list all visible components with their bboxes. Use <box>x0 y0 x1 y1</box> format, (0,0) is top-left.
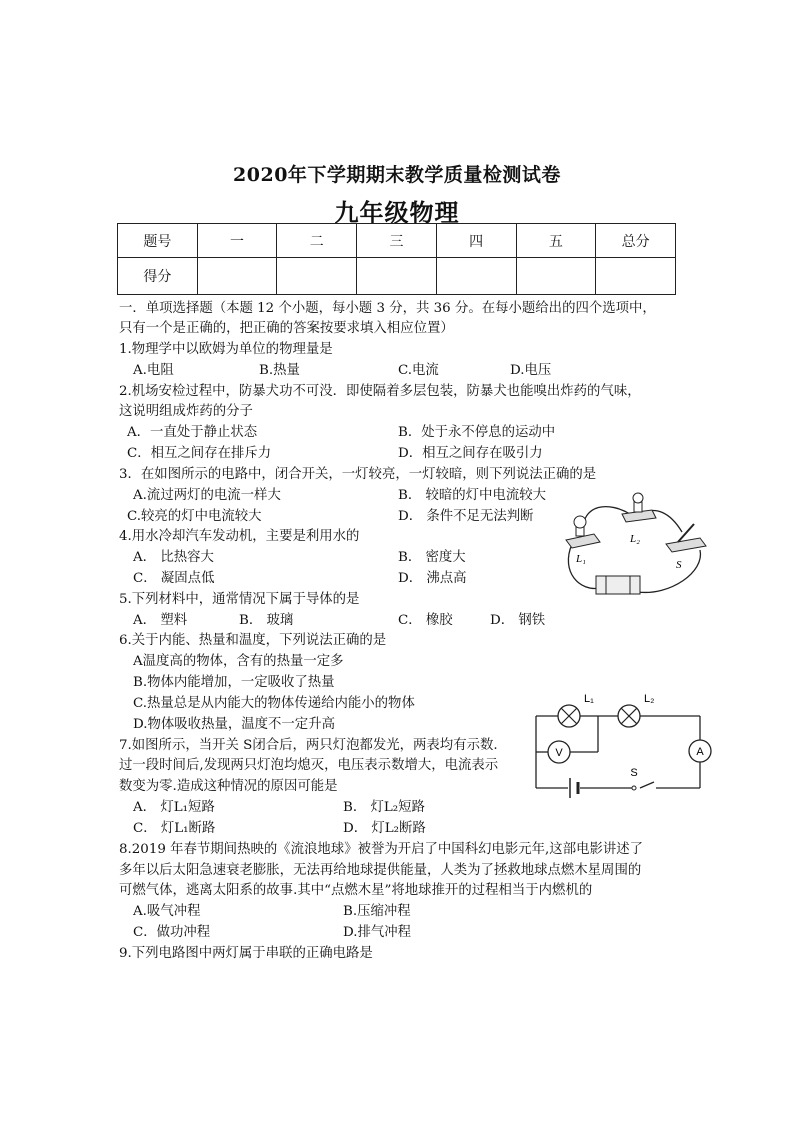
question-4-option-d: D． 沸点高 <box>398 571 467 586</box>
section-heading-line1: 一．单项选择题（本题 12 个小题，每小题 3 分，共 36 分。在每小题给出的四个选项中， <box>119 301 656 316</box>
question-8-stem-line1: 8.2019 年春节期间热映的《流浪地球》被誉为开启了中国科幻电影元年,这部电影讲述了 <box>119 842 644 857</box>
question-1-option-a: A.电阻 <box>133 363 174 378</box>
question-3-option-a: A.流过两灯的电流一样大 <box>133 488 281 503</box>
score-header-cell: 五 <box>516 224 596 258</box>
score-header-cell: 一 <box>197 224 277 258</box>
lamp-l2 <box>622 493 656 522</box>
fig1-label-l2: L₂ <box>630 533 640 545</box>
question-3-option-d: D． 条件不足无法判断 <box>398 509 534 524</box>
question-7-option-a: A． 灯L₁短路 <box>133 800 215 815</box>
question-6-stem: 6.关于内能、热量和温度，下列说法正确的是 <box>119 633 387 648</box>
question-8-option-c: C．做功冲程 <box>133 925 211 940</box>
question-7-stem-line1: 7.如图所示，当开关 S闭合后，两只灯泡都发光，两表均有示数. <box>119 738 498 753</box>
battery-symbol <box>570 778 578 798</box>
question-7-stem-line3: 数变为零.造成这种情况的原因可能是 <box>119 779 338 794</box>
question-5-stem: 5.下列材料中，通常情况下属于导体的是 <box>119 592 360 607</box>
battery <box>596 576 640 594</box>
switch-symbol <box>632 786 636 790</box>
question-2-option-b: B．处于永不停息的运动中 <box>398 425 556 440</box>
question-7-option-d: D． 灯L₂断路 <box>343 821 426 836</box>
question-2-stem-line2: 这说明组成炸药的分子 <box>119 404 253 419</box>
question-2-stem-line1: 2.机场安检过程中，防暴犬功不可没．即使隔着多层包装，防暴犬也能嗅出炸药的气味， <box>119 384 641 399</box>
score-cell[interactable] <box>197 258 277 295</box>
circuit-photo-figure <box>560 492 715 602</box>
question-4-option-c: C． 凝固点低 <box>133 571 215 586</box>
score-cell[interactable] <box>357 258 437 295</box>
fig2-label-l2: L₂ <box>644 693 655 705</box>
question-6-option-c: C.热量总是从内能大的物体传递给内能小的物体 <box>133 696 415 711</box>
question-5-option-d: D． 钢铁 <box>490 613 546 628</box>
question-6-option-d: D.物体吸收热量，温度不一定升高 <box>133 717 335 732</box>
question-5-option-b: B． 玻璃 <box>239 613 294 628</box>
question-6-option-b: B.物体内能增加，一定吸收了热量 <box>133 675 335 690</box>
question-8-option-a: A.吸气冲程 <box>133 904 201 919</box>
question-8-stem-line2: 多年以后太阳急速衰老膨胀，无法再给地球提供能量，人类为了拯救地球点燃木星周围的 <box>119 863 642 878</box>
question-7-stem-line2: 过一段时间后,发现两只灯泡均熄灭，电压表示数增大，电流表示 <box>119 758 499 773</box>
question-7-option-c: C． 灯L₁断路 <box>133 821 216 836</box>
fig1-label-s: S <box>676 559 682 571</box>
score-header-cell: 四 <box>436 224 516 258</box>
question-2-option-c: C．相互之间存在排斥力 <box>127 446 272 461</box>
fig2-label-l1: L₁ <box>584 693 594 705</box>
question-1-option-c: C.电流 <box>398 363 439 378</box>
score-cell[interactable] <box>277 258 357 295</box>
fig2-label-a: A <box>696 746 704 758</box>
question-3-option-c: C.较亮的灯中电流较大 <box>127 509 262 524</box>
question-8-option-d: D.排气冲程 <box>343 925 412 940</box>
score-header-cell: 总分 <box>596 224 676 258</box>
fig2-label-v: V <box>555 747 563 759</box>
question-1-option-d: D.电压 <box>510 363 552 378</box>
fig2-label-s: S <box>630 767 638 779</box>
question-7-option-b: B． 灯L₂短路 <box>343 800 425 815</box>
score-table-score-row <box>118 258 676 295</box>
score-table <box>117 223 676 295</box>
question-1-stem: 1.物理学中以欧姆为单位的物理量是 <box>119 342 333 357</box>
score-header-cell: 三 <box>357 224 437 258</box>
question-1-option-b: B.热量 <box>259 363 300 378</box>
score-cell[interactable] <box>436 258 516 295</box>
score-table-header-row <box>118 224 676 258</box>
lamp-l1-symbol <box>558 705 580 727</box>
question-2-option-d: D．相互之间存在吸引力 <box>398 446 543 461</box>
fig1-label-l1: L₁ <box>576 553 586 565</box>
exam-title: 2020年下学期期末教学质量检测试卷 <box>233 164 561 186</box>
score-header-cell: 二 <box>277 224 357 258</box>
score-row-label: 得分 <box>118 258 198 295</box>
lamp-l2-symbol <box>618 705 640 727</box>
switch <box>666 524 706 552</box>
question-5-option-a: A． 塑料 <box>133 613 188 628</box>
question-8-stem-line3: 可燃气体，逃离太阳系的故事.其中“点燃木星”将地球推开的过程相当于内燃机的 <box>119 883 593 898</box>
question-4-option-b: B． 密度大 <box>398 550 466 565</box>
question-3-stem: 3．在如图所示的电路中，闭合开关，一灯较亮，一灯较暗，则下列说法正确的是 <box>119 467 597 482</box>
score-header-cell: 题号 <box>118 224 198 258</box>
question-9-stem: 9.下列电路图中两灯属于串联的正确电路是 <box>119 946 373 961</box>
lamp-l1 <box>566 516 600 548</box>
section-heading-line2: 只有一个是正确的，把正确的答案按要求填入相应位置） <box>119 321 454 336</box>
question-4-stem: 4.用水冷却汽车发动机，主要是利用水的 <box>119 529 360 544</box>
score-cell[interactable] <box>516 258 596 295</box>
question-2-option-a: A．一直处于静止状态 <box>127 425 258 440</box>
question-4-option-a: A． 比热容大 <box>133 550 214 565</box>
score-cell[interactable] <box>596 258 676 295</box>
exam-subtitle: 九年级物理 <box>334 198 460 227</box>
question-6-option-a: A温度高的物体，含有的热量一定多 <box>133 654 344 669</box>
question-3-option-b: B． 较暗的灯中电流较大 <box>398 488 547 503</box>
question-5-option-c: C． 橡胶 <box>398 613 453 628</box>
circuit-diagram-figure <box>528 688 723 803</box>
question-8-option-b: B.压缩冲程 <box>343 904 411 919</box>
